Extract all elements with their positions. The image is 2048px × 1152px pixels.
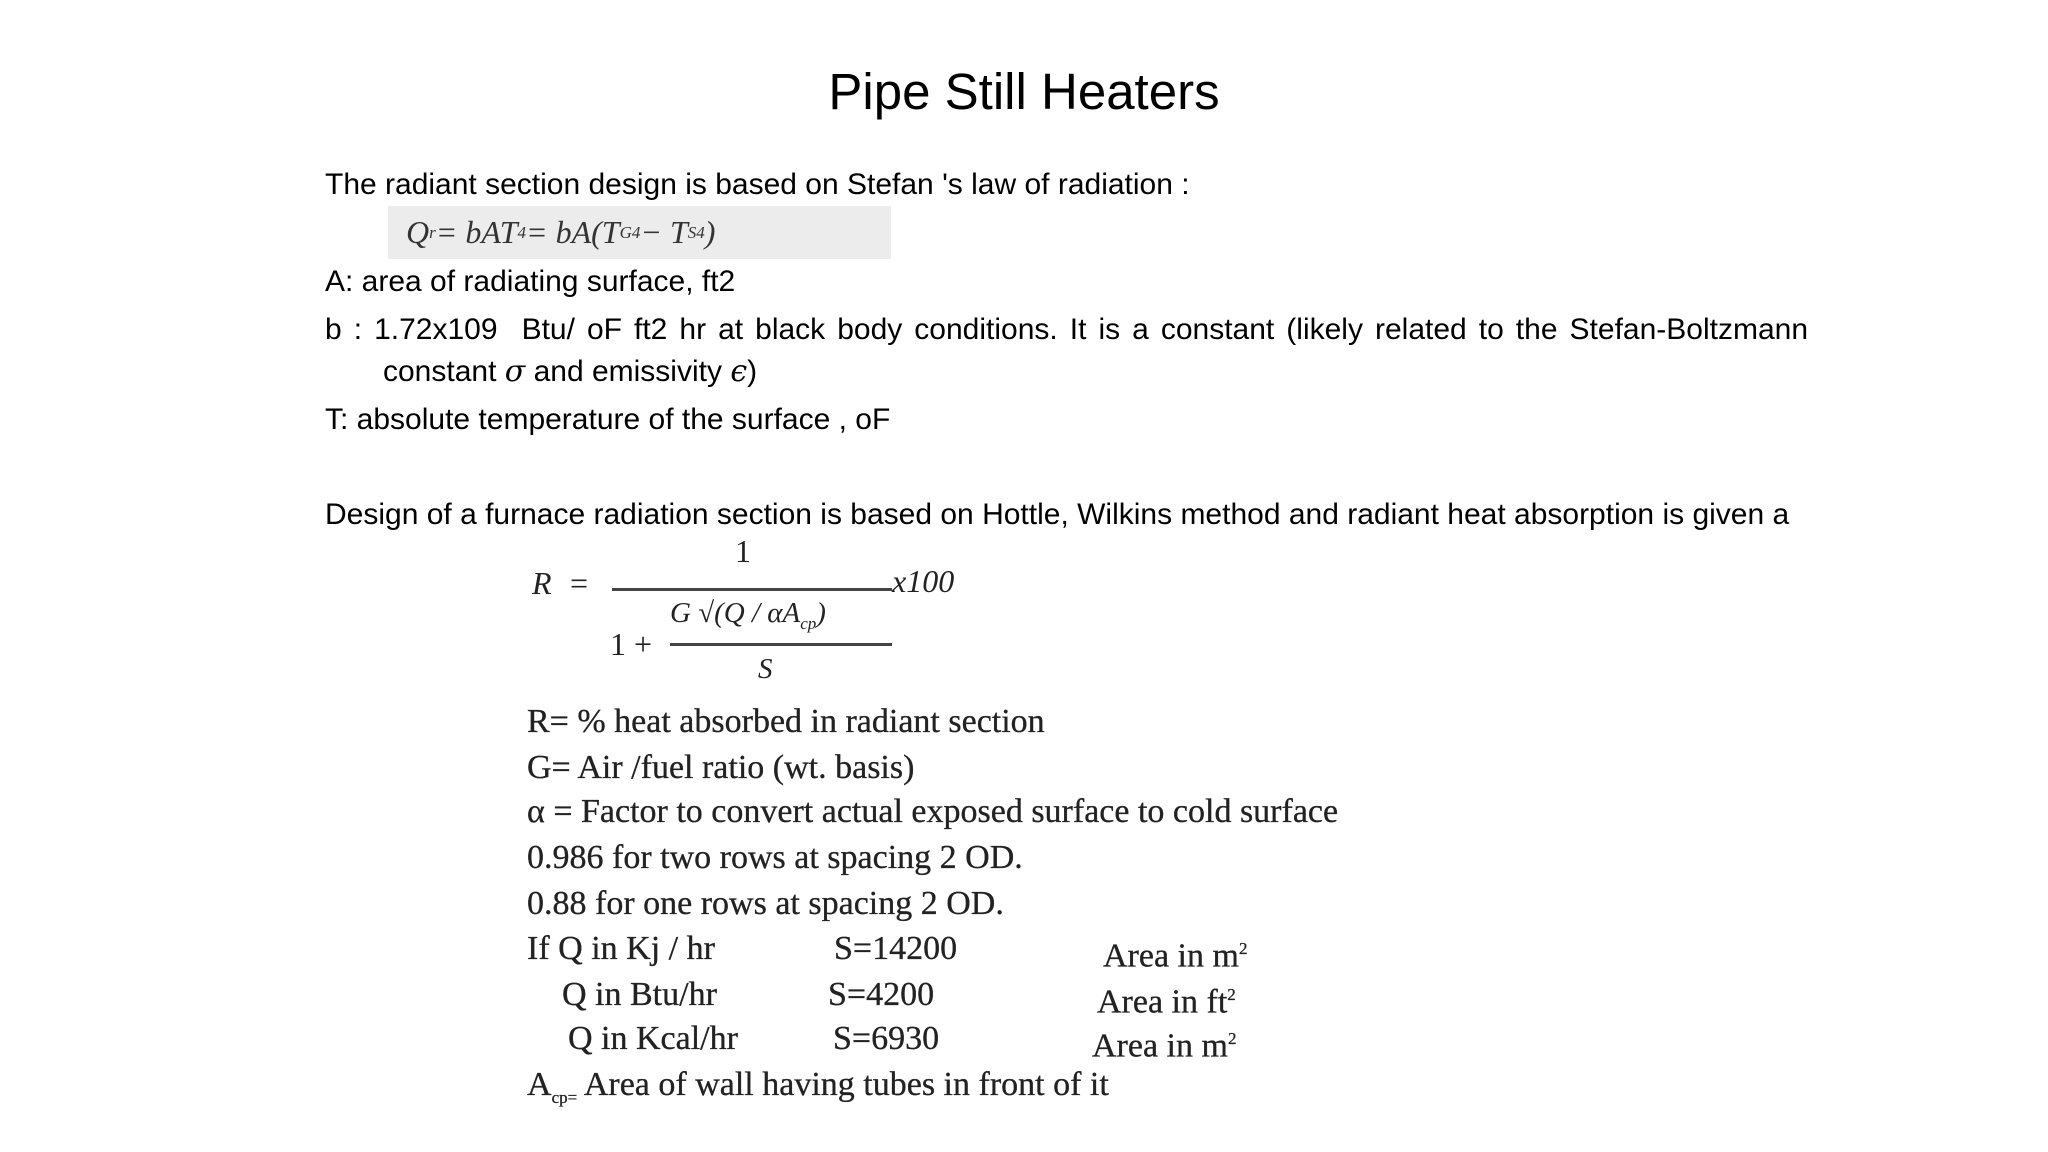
units-row-kj-s: S=14200: [834, 930, 958, 967]
acp-sub: cp=: [551, 1087, 578, 1107]
units-row-btu: [562, 973, 717, 1017]
slide-title: Pipe Still Heaters: [828, 63, 1220, 120]
eq-tg-sub: G: [619, 222, 632, 242]
units-row-kj-area: [1103, 927, 1247, 978]
sigma-symbol: σ: [504, 354, 526, 389]
eq-lhs: Q: [406, 214, 430, 250]
definition-A: A: area of radiating surface, ft2: [325, 265, 736, 298]
units-row-kcal-area: [1092, 1017, 1236, 1068]
epsilon-symbol: ϵ: [730, 354, 748, 389]
eq-ts-sub: S: [687, 222, 697, 242]
units-row-btu-q: Q in Btu/hr: [562, 976, 717, 1013]
units-row-btu-s: S=4200: [828, 976, 935, 1013]
legend-line-G: G= Air /fuel ratio (wt. basis): [527, 749, 915, 786]
acp-text: Area of wall having tubes in front of it: [577, 1066, 1109, 1103]
formula-x100: x100: [892, 563, 955, 599]
units-row-kcal-area-text: Area in m: [1092, 1027, 1228, 1065]
legend-line-two-rows: 0.986 for two rows at spacing 2 OD.: [527, 839, 1023, 876]
acp-definition: [527, 1063, 1109, 1120]
eq-middle-sup: 4: [517, 222, 526, 242]
eq-tg-sup: 4: [631, 222, 641, 242]
units-row-kj-area-text: Area in m: [1103, 937, 1239, 975]
formula-main-fraction-bar: [612, 588, 892, 591]
units-row-kj: [527, 927, 715, 971]
units-row-kcal-s: S=6930: [833, 1020, 940, 1057]
units-row-btu-area-text: Area in ft: [1097, 983, 1228, 1021]
units-row-btu-area-sup: 2: [1227, 985, 1236, 1004]
eq-ts-sup: 4: [696, 222, 705, 242]
eq-lhs-sub: r: [429, 222, 436, 242]
units-row-kcal-area-sup: 2: [1227, 1029, 1237, 1048]
formula-one-plus: 1 +: [610, 626, 653, 662]
formula-equals: =: [570, 565, 589, 601]
formula-inner-numerator-text: G √(Q / αA: [670, 597, 801, 629]
eq-middle: = bAT: [435, 214, 518, 250]
units-row-kcal-q: Q in Kcal/hr: [568, 1020, 738, 1057]
legend-line-alpha: α = Factor to convert actual exposed surface to cold surface: [527, 793, 1339, 830]
eq-minus: − T: [640, 214, 688, 250]
formula-inner-numerator-sub: cp: [800, 613, 817, 633]
formula-inner-numerator: [670, 597, 826, 634]
stefan-equation-image: [388, 206, 891, 259]
definition-T: T: absolute temperature of the surface , oF: [325, 403, 891, 436]
definition-b-part2: and emissivity: [525, 355, 731, 388]
eq-rhs-open: = bA(T: [525, 214, 620, 250]
formula-inner-numerator-close: ): [816, 597, 826, 629]
units-row-kcal: [568, 1017, 738, 1061]
definition-b-part3: ): [747, 355, 758, 388]
formula-R: R: [532, 565, 552, 601]
eq-close: ): [704, 214, 716, 250]
formula-inner-fraction-bar: [670, 643, 892, 646]
units-row-kj-area-sup: 2: [1238, 939, 1248, 958]
definition-b-part1: b : 1.72x109 Btu/ oF ft2 hr at black body conditions. It is a constant (likely related to the Stefan-Boltzmann constant: [325, 313, 1808, 388]
radiant-intro: The radiant section design is based on Stefan 's law of radiation :: [325, 168, 1190, 201]
acp-label: A: [527, 1066, 552, 1103]
definition-b: [325, 309, 1808, 393]
design-paragraph: Design of a furnace radiation section is based on Hottle, Wilkins method and radiant heat absorption is given a: [325, 498, 1790, 531]
units-row-kj-q: If Q in Kj / hr: [527, 930, 715, 967]
legend-line-one-rows: 0.88 for one rows at spacing 2 OD.: [527, 885, 1004, 922]
hottel-formula-image: [520, 535, 1570, 1105]
legend-line-R: R= % heat absorbed in radiant section: [527, 703, 1045, 740]
formula-numerator-one: 1: [735, 533, 751, 569]
formula-S: S: [758, 653, 773, 685]
